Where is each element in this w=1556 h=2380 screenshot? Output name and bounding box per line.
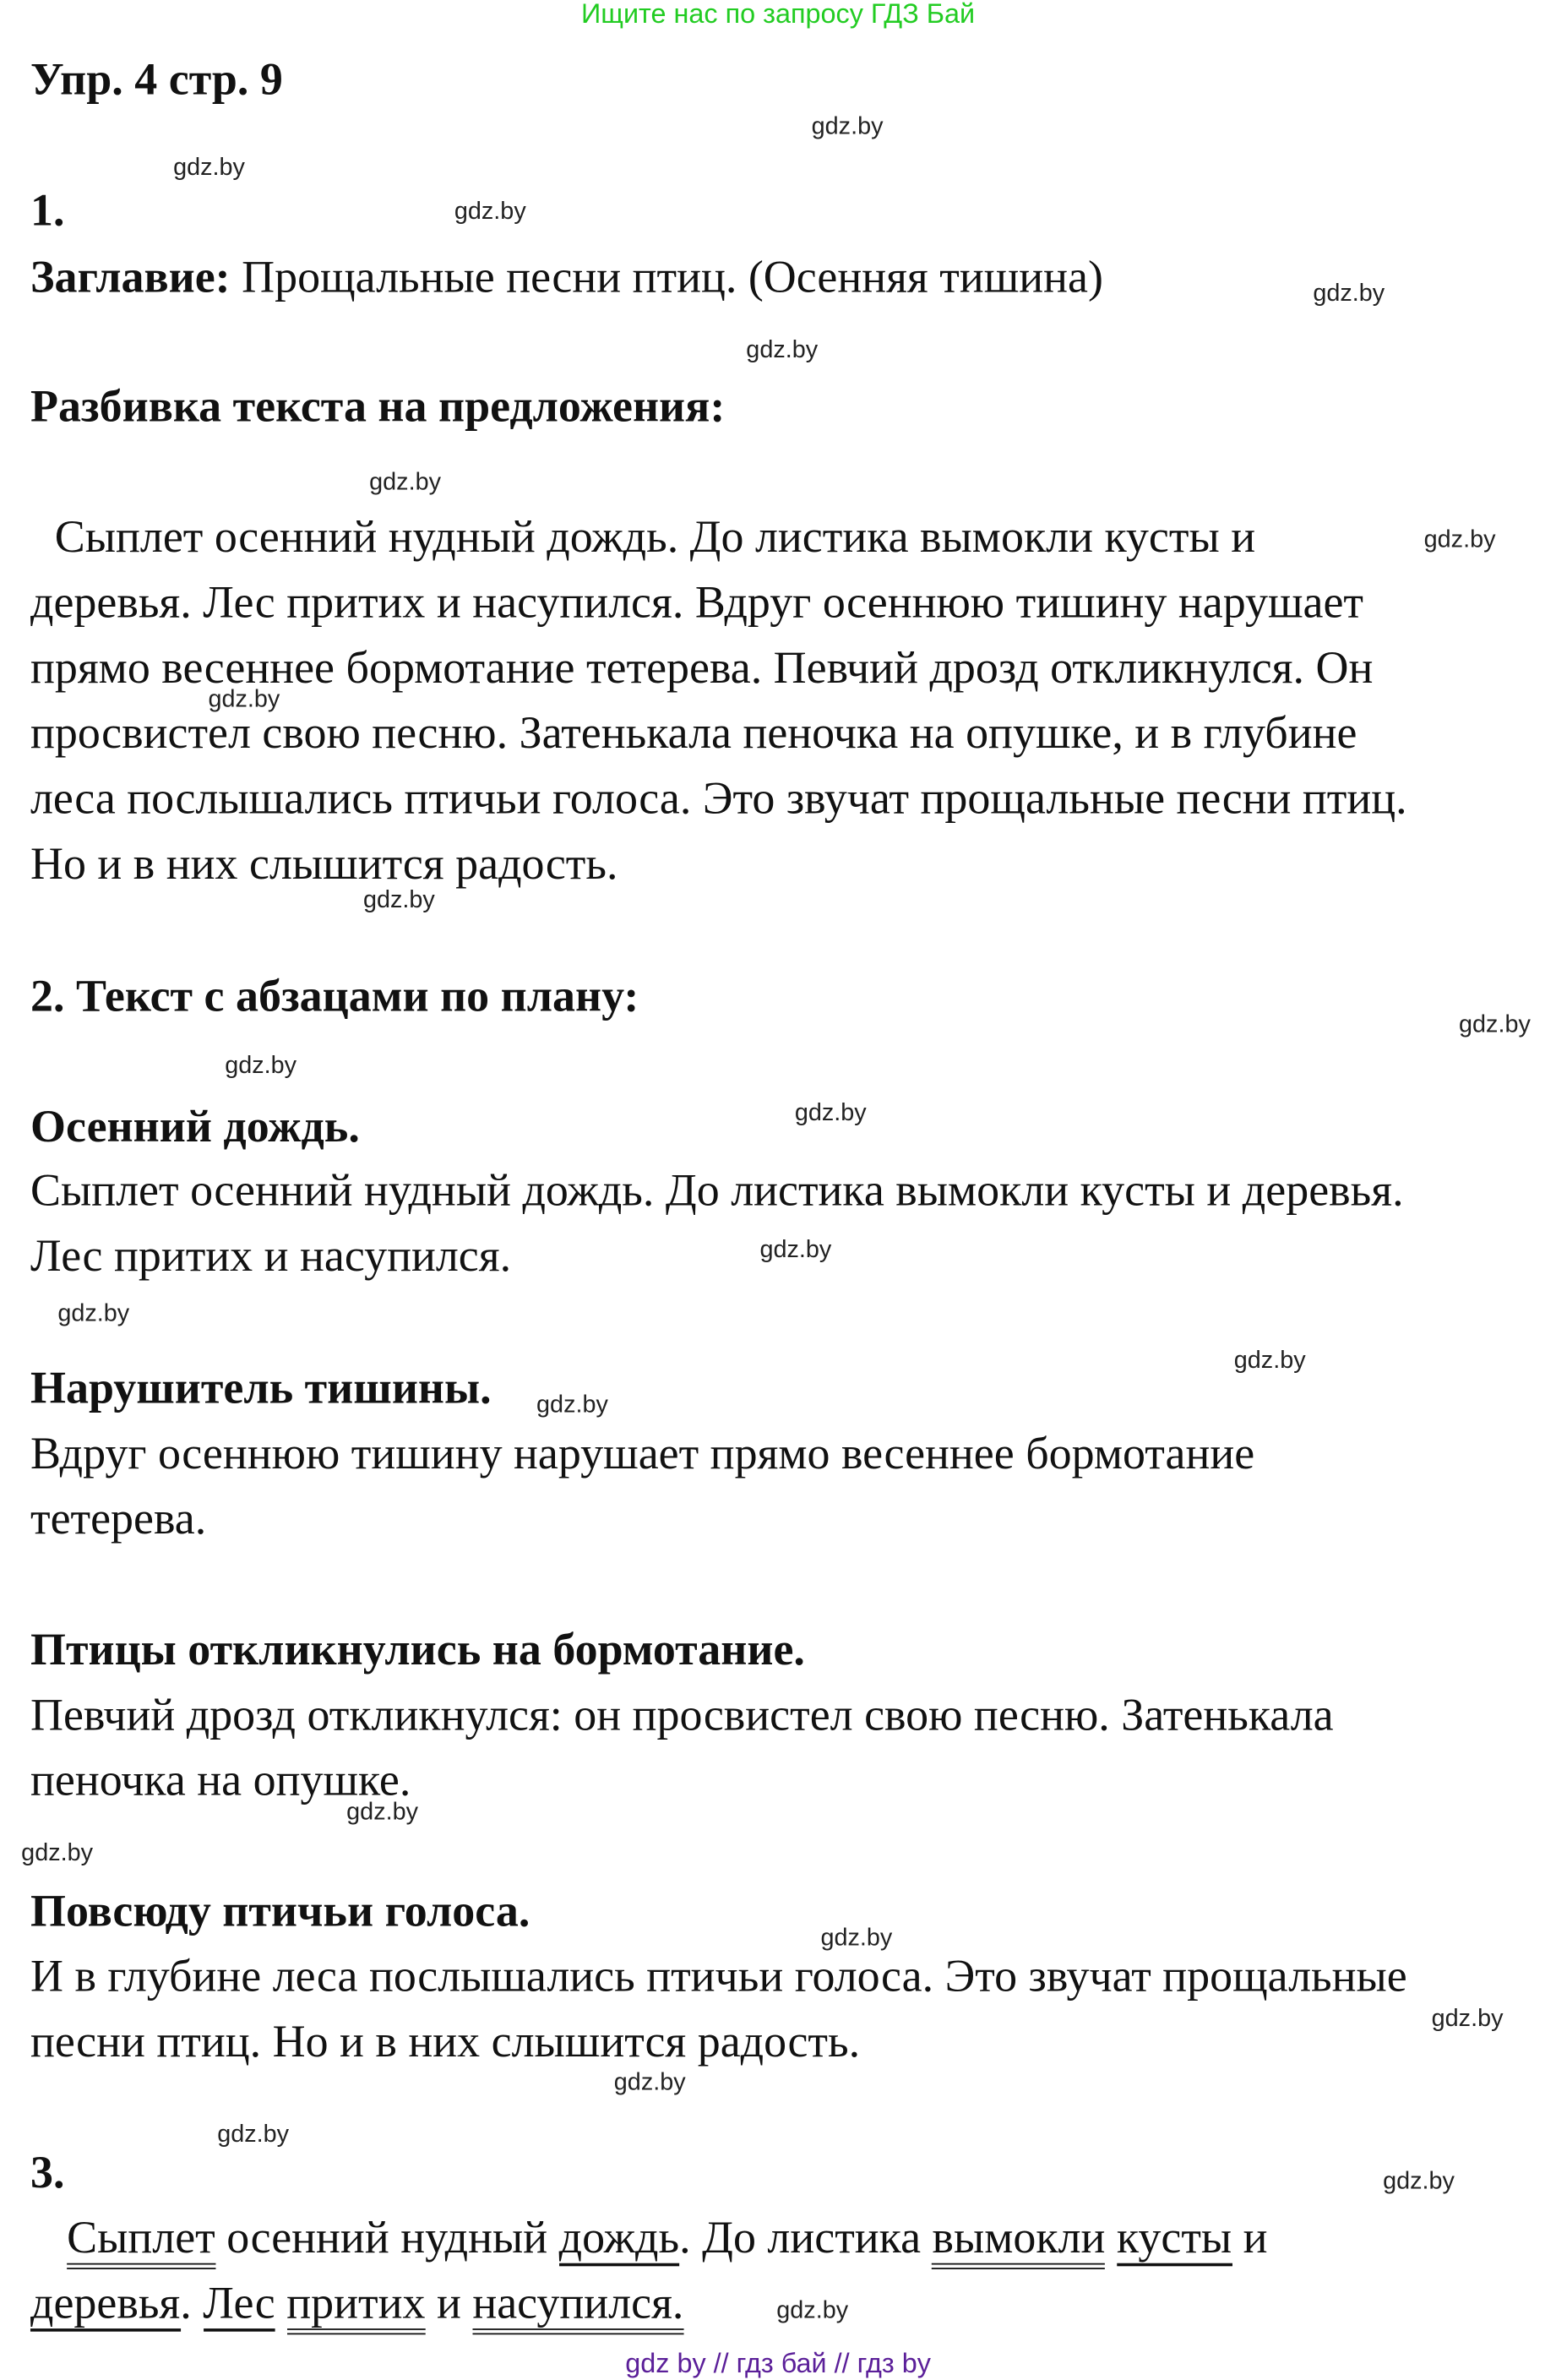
text-line: Сыплет осенний нудный дождь. До листика вымокли кусты и деревья. [30, 1165, 1404, 1217]
text-line: Но и в них слышится радость. [30, 839, 618, 890]
paragraph-title: Осенний дождь. [30, 1102, 360, 1152]
watermark: gdz.by [613, 2070, 686, 2096]
subject-word: Лес [203, 2279, 275, 2332]
section-3-number: 3. [30, 2147, 65, 2198]
plain-text: и [1232, 2213, 1268, 2263]
predicate-word: вымокли [933, 2213, 1106, 2269]
text-line: Лес притих и насупился. [30, 1231, 512, 1282]
text-line: тетерева. [30, 1494, 207, 1544]
watermark: gdz.by [759, 1237, 832, 1263]
title-label: Заглавие: [30, 252, 231, 303]
text-line: песни птиц. Но и в них слышится радость. [30, 2017, 861, 2067]
watermark: gdz.by [173, 155, 245, 182]
plain-text: и [425, 2278, 473, 2329]
watermark: gdz.by [57, 1300, 130, 1327]
text-line: леса послышались птичьи голоса. Это звучат прощальные песни птиц. [30, 773, 1407, 825]
footer-links[interactable]: gdz by // гдз бай // гдз by [625, 2348, 931, 2379]
paragraph-title: Птицы откликнулись на бормотание. [30, 1625, 805, 1675]
text-line: Певчий дрозд откликнулся: он просвистел свою песню. Затенькала [30, 1690, 1334, 1740]
subject-word: дождь [559, 2213, 679, 2266]
watermark: gdz.by [21, 1840, 93, 1867]
plain-text: . До листика [679, 2213, 933, 2263]
text-line: Вдруг осеннюю тишину нарушает прямо весеннее бормотание [30, 1429, 1255, 1479]
watermark: gdz.by [811, 113, 884, 140]
predicate-word: насупился. [472, 2279, 683, 2335]
watermark: gdz.by [454, 199, 526, 226]
watermark: gdz.by [208, 687, 280, 713]
plain-text: осенний нудный [215, 2213, 559, 2263]
watermark: gdz.by [794, 1100, 867, 1127]
parsed-sentence-line [67, 2205, 1267, 2270]
text-line: деревья. Лес притих и насупился. Вдруг осеннюю тишину нарушает [30, 577, 1364, 628]
watermark: gdz.by [536, 1392, 608, 1419]
text-line: И в глубине леса послышались птичьи голоса. Это звучат прощальные [30, 1951, 1407, 2002]
watermark: gdz.by [1383, 2169, 1455, 2195]
title-line [30, 245, 1103, 310]
text-line: прямо весеннее бормотание тетерева. Певчий дрозд откликнулся. Он [30, 642, 1374, 694]
watermark: gdz.by [820, 1925, 893, 1952]
page-title: Упр. 4 стр. 9 [30, 54, 283, 106]
watermark: gdz.by [776, 2298, 849, 2324]
watermark: gdz.by [225, 1053, 297, 1080]
text-line: просвистел свою песню. Затенькала пеночка на опушке, и в глубине [30, 708, 1357, 759]
watermark: gdz.by [1459, 1012, 1531, 1038]
watermark: gdz.by [1423, 527, 1496, 553]
search-banner[interactable]: Ищите нас по запросу ГДЗ Бай [581, 0, 976, 30]
watermark: gdz.by [346, 1800, 418, 1826]
plain-text [1105, 2213, 1116, 2263]
predicate-word: притих [286, 2279, 425, 2335]
watermark: gdz.by [1313, 280, 1385, 308]
plain-text [275, 2279, 286, 2328]
paragraph-title: Нарушитель тишины. [30, 1363, 492, 1414]
split-heading: Разбивка текста на предложения: [30, 381, 726, 432]
watermark: gdz.by [362, 887, 435, 914]
text-line: пеночка на опушке. [30, 1755, 411, 1806]
watermark: gdz.by [1431, 2006, 1504, 2033]
subject-word: деревья [30, 2279, 180, 2332]
watermark: gdz.by [746, 337, 819, 363]
predicate-word: Сыплет [67, 2213, 215, 2269]
parsed-sentence-line [30, 2271, 683, 2336]
text-line: Сыплет осенний нудный дождь. До листика вымокли кусты и [54, 512, 1256, 563]
section-1-number: 1. [30, 185, 65, 236]
title-text: Прощальные песни птиц. (Осенняя тишина) [230, 252, 1103, 303]
paragraph-title: Повсюду птичьи голоса. [30, 1886, 530, 1936]
subject-word: кусты [1117, 2213, 1232, 2266]
plain-text: . [180, 2278, 204, 2329]
watermark: gdz.by [369, 469, 441, 496]
watermark: gdz.by [217, 2121, 290, 2148]
watermark: gdz.by [1233, 1348, 1306, 1375]
section-2-heading: 2. Текст с абзацами по плану: [30, 971, 639, 1021]
